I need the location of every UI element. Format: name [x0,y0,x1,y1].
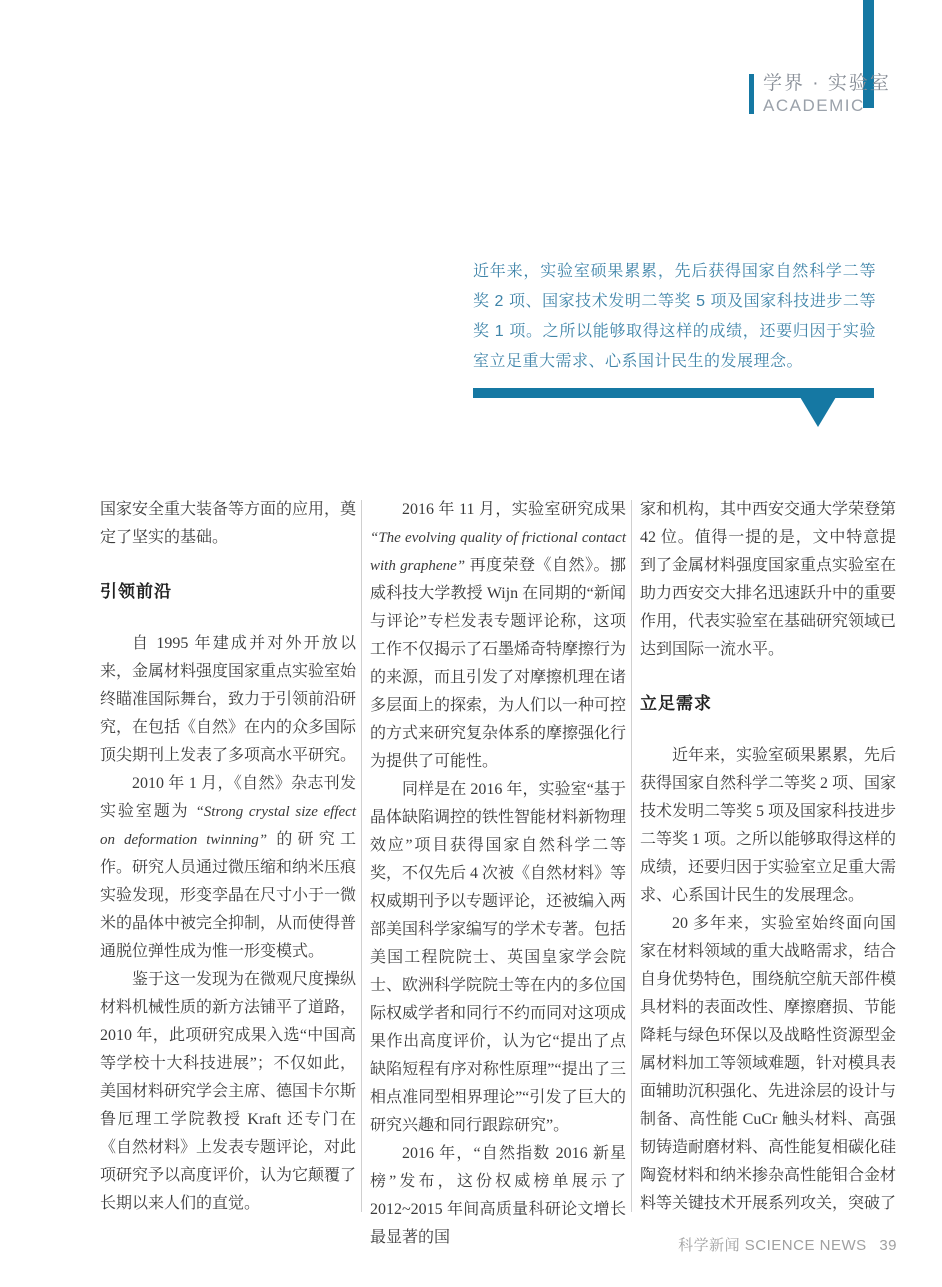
article-column-1 [100,496,356,1218]
paragraph-text: 2016 年 11 月，实验室研究成果 [402,501,626,518]
page-number: 39 [879,1237,897,1254]
paragraph [370,496,626,776]
article-column-2 [370,496,626,1252]
english-paper-title: “Strong crystal size effect on deformation twinning” [100,804,356,848]
paragraph-continuation: 国家安全重大装备等方面的应用，奠定了坚实的基础。 [100,501,357,546]
section-title-cn: 学界 · 实验室 [763,73,891,94]
paragraph: 20 多年来，实验室始终面向国家在材料领域的重大战略需求，结合自身优势特色，围绕航空航天部件模具材料的表面改性、摩擦磨损、节能降耗与绿色环保以及战略性资源型金属材料加工等领域难题，针对模具表面辅助沉积强化、先进涂层的设计与制备、高性能 CuCr 触头材料、高强韧铸造耐磨材料、高性能复相碳化硅陶瓷材料和纳米掺杂高性能钼合金材料等关键技术开展系列攻关，突破了 [640,915,897,1212]
column-divider [631,500,632,1212]
section-heading-frontier: 引领前沿 [100,582,172,601]
journal-name-en: SCIENCE NEWS [744,1237,867,1254]
paragraph-text: 2010 年 1 月，《自然》杂志刊发实验室题为 [100,775,356,820]
paragraph: 2016 年，“自然指数 2016 新星榜”发布，这份权威榜单展示了 2012~2015 年间高质量科研论文增长最显著的国 [370,1145,626,1246]
section-header-accent-bar [749,74,754,114]
section-heading-needs: 立足需求 [640,694,712,713]
section-title-en: ACADEMIC [763,96,865,115]
paragraph: 同样是在 2016 年，实验室“基于晶体缺陷调控的铁性智能材料新物理效应”项目获得国家自然科学二等奖，不仅先后 4 次被《自然材料》等权威期刊予以专题评论，还被编入两部美国科学家编写的学术专著。包括美国工程院院士、英国皇家学会院士、欧洲科学院院士等在内的多位国际权威学者和同行不约而同对这项成果作出高度评价，认为它“提出了点缺陷短程有序对称性原理”“提出了三相点准同型相界理论”“引发了巨大的研究兴趣和同行跟踪研究”。 [370,781,627,1134]
paragraph [100,770,356,966]
paragraph: 鉴于这一发现为在微观尺度操纵材料机械性质的新方法铺平了道路，2010 年，此项研究成果入选“中国高等学校十大科技进展”；不仅如此，美国材料研究学会主席、德国卡尔斯鲁厄理工学院教授 Kraft 还专门在《自然材料》上发表专题评论，对此项研究予以高度评价，认为它颠覆了长期以来人们的直觉。 [100,971,357,1212]
pull-quote-arrow [800,397,836,427]
paragraph: 近年来，实验室硕果累累，先后获得国家自然科学二等奖 2 项、国家技术发明二等奖 5 项及国家科技进步二等奖 1 项。之所以能够取得这样的成绩，还要归因于实验室立足重大需求、心系国计民生的发展理念。 [640,747,897,904]
paragraph-text: 的研究工作。研究人员通过微压缩和纳米压痕实验发现，形变孪晶在尺寸小于一微米的晶体中被完全抑制，从而使得普通脱位弹性成为惟一形变模式。 [100,831,357,960]
journal-name-cn: 科学新闻 [678,1237,741,1254]
column-divider [361,500,362,1212]
pull-quote: 近年来，实验室硕果累累，先后获得国家自然科学二等奖 2 项、国家技术发明二等奖 5 项及国家科技进步二等奖 1 项。之所以能够取得这样的成绩，还要归因于实验室立足重大需求、心系国计民生的发展理念。 [473,263,876,370]
section-header [749,74,891,114]
article-column-3 [640,496,896,1218]
paragraph: 自 1995 年建成并对外开放以来，金属材料强度国家重点实验室始终瞄准国际舞台，致力于引领前沿研究，在包括《自然》在内的众多国际顶尖期刊上发表了多项高水平研究。 [100,635,357,764]
english-paper-title: “The evolving quality of frictional contact with graphene” [370,530,626,574]
page-footer [678,1234,897,1255]
paragraph-text: 再度荣登《自然》。挪威科技大学教授 Wijn 在同期的“新闻与评论”专栏发表专题评论称，这项工作不仅揭示了石墨烯奇特摩擦行为的来源，而且引发了对摩擦机理在诸多层面上的探索，为人们以一种可控的方式来研究复杂体系的摩擦强化行为提供了可能性。 [370,557,627,770]
paragraph-continuation: 家和机构，其中西安交通大学荣登第 42 位。值得一提的是，文中特意提到了金属材料强度国家重点实验室在助力西安交大排名迅速跃升中的重要作用，代表实验室在基础研究领域已达到国际一流水平。 [640,501,897,658]
